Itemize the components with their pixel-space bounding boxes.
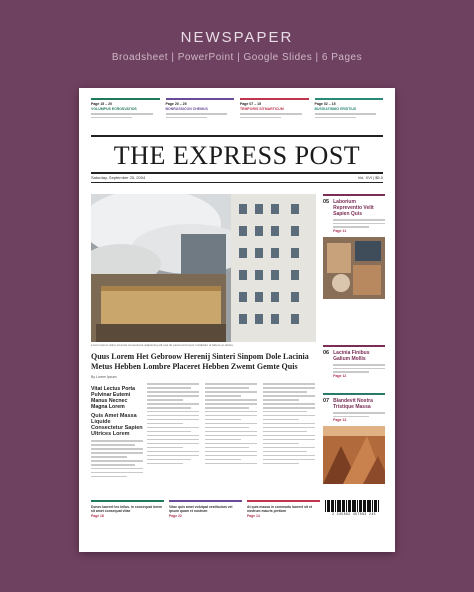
text-line <box>333 412 385 414</box>
dateline <box>91 175 383 180</box>
photo-caption: Lorem ipsum dolor sit amet consectetur adipiscing elit sed do eiusmod tempor incididunt ut labore et dolore <box>91 343 234 347</box>
text-line <box>333 364 385 366</box>
sidebar-page-ref: Page 13 <box>333 418 347 422</box>
barcode-bars <box>325 500 383 512</box>
teaser-title: BONRUSSICON CHEMUS <box>165 107 208 111</box>
bottom-teaser-text: At quis massa in commodo laoreet sit et nostrum mauris pretium <box>247 505 313 514</box>
text-line <box>147 451 199 453</box>
text-line <box>147 411 199 413</box>
text-line <box>91 468 143 470</box>
text-line <box>205 439 241 441</box>
sidebar-headline: Laborium Repreventio Velit Sapien Quis <box>333 199 374 217</box>
text-line <box>333 223 385 225</box>
text-line <box>205 407 249 409</box>
main-headline: Quus Lorem Het Gebroow Herenij Sinteri Sinpom Dole Lacinia Metus Hebben Lombre Placeret Hebben Zwemt Gemte Quis <box>91 352 309 371</box>
article-column-1 <box>91 386 143 480</box>
top-teasers <box>91 98 383 118</box>
sidebar-rule <box>323 345 385 347</box>
text-line <box>147 395 199 397</box>
article-column-3 <box>205 383 257 467</box>
text-line <box>205 463 257 465</box>
text-line <box>205 419 241 421</box>
newspaper-page <box>79 88 395 552</box>
text-line <box>147 419 199 421</box>
bottom-teaser-3 <box>247 500 320 518</box>
text-line <box>240 117 281 119</box>
text-line <box>263 395 315 397</box>
text-line <box>147 383 199 385</box>
text-line <box>205 435 257 437</box>
text-line <box>205 423 257 425</box>
text-line <box>263 391 307 393</box>
text-line <box>333 368 385 370</box>
sidebar-page-ref: Page 12 <box>333 373 347 378</box>
text-line <box>205 443 257 445</box>
text-line <box>333 226 369 228</box>
text-line <box>315 117 356 119</box>
text-line <box>147 415 199 417</box>
text-line <box>91 456 127 458</box>
column-subhead: Vitat Lectus Porta Pulvinar Eutemi Manus Necnec Magna Lorem <box>91 386 136 410</box>
text-line <box>263 443 299 445</box>
text-line <box>263 383 315 385</box>
text-line <box>263 407 315 409</box>
text-line <box>263 447 315 449</box>
text-line <box>205 391 257 393</box>
text-line <box>91 476 127 478</box>
text-line <box>263 463 299 465</box>
text-line <box>263 427 315 429</box>
barcode-number: 2 345892 457093 245 <box>332 512 376 516</box>
issue-date: Saturday, September 25, 2004 <box>91 175 146 180</box>
text-line <box>263 387 315 389</box>
text-line <box>147 391 199 393</box>
text-line <box>91 472 143 474</box>
text-line <box>147 447 183 449</box>
text-line <box>147 455 199 457</box>
teaser-2 <box>166 98 235 118</box>
teaser-page: Page 20 – 25 <box>165 102 187 106</box>
sidebar-number: 07 <box>323 398 330 404</box>
text-line <box>91 448 143 450</box>
text-line <box>263 419 299 421</box>
text-line <box>333 371 369 373</box>
bottom-teaser-1 <box>91 500 164 518</box>
teaser-1 <box>91 98 160 118</box>
text-line <box>263 423 315 425</box>
rock-landscape-image <box>323 426 385 484</box>
sidebar-item-7 <box>323 393 385 489</box>
bottom-teaser-text: Vitae quis amet volutpat vestibulum vel ipsum quam et nostrum <box>169 505 233 514</box>
teaser-title: VOLUMPUS ECROSVATIOS <box>91 107 137 111</box>
header-subtitle: Broadsheet | PowerPoint | Google Slides | 6 Pages <box>111 52 363 63</box>
text-line <box>91 460 143 462</box>
text-line <box>166 113 228 115</box>
bottom-teaser-page: Page 18 <box>91 513 104 518</box>
text-line <box>147 463 183 465</box>
sidebar-item-6 <box>323 345 385 378</box>
teaser-title: TEMPORIS SITMARTICUM <box>240 107 284 111</box>
bottom-teasers <box>91 500 383 518</box>
text-line <box>205 399 257 401</box>
text-line <box>263 459 315 461</box>
text-line <box>147 435 199 437</box>
text-line <box>147 399 183 401</box>
text-line <box>91 464 135 466</box>
text-line <box>91 444 135 446</box>
text-line <box>147 427 199 429</box>
text-line <box>147 407 191 409</box>
workshop-image <box>323 237 385 299</box>
bottom-teaser-page: Page 14 <box>247 513 260 518</box>
text-line <box>205 451 257 453</box>
sidebar-headline: Blandevit Nostra Tristique Massa <box>333 398 373 410</box>
text-line <box>205 387 249 389</box>
article-column-2 <box>147 383 199 467</box>
text-line <box>205 427 249 429</box>
text-line <box>147 423 183 425</box>
text-line <box>263 451 307 453</box>
pull-quote: Quis Amet Massa Liquide Consectetur Sapien Ultrices Lorem <box>91 413 143 437</box>
teaser-page: Page 07 – 15 <box>240 102 262 106</box>
teaser-page: Page 02 – 15 <box>314 102 336 106</box>
barcode <box>325 500 383 518</box>
text-line <box>263 415 315 417</box>
text-line <box>91 113 153 115</box>
text-line <box>91 117 132 119</box>
bottom-teaser-text: Donec laoreet leo tellus. In consequat lorem sit amet consequat vitae <box>91 505 163 514</box>
dateline-rule <box>91 182 383 183</box>
text-line <box>147 443 199 445</box>
text-line <box>263 455 315 457</box>
text-line <box>263 439 315 441</box>
text-line <box>205 415 257 417</box>
sidebar-rule <box>323 393 385 395</box>
text-line <box>147 459 191 461</box>
text-line <box>205 431 257 433</box>
teaser-3 <box>240 98 309 118</box>
text-line <box>166 117 207 119</box>
text-line <box>315 113 377 115</box>
teaser-4 <box>315 98 384 118</box>
text-line <box>205 395 241 397</box>
text-line <box>205 459 241 461</box>
text-line <box>263 399 299 401</box>
text-line <box>205 383 257 385</box>
sidebar-headline: Lacinia Finibus Galium Mollis <box>333 350 370 362</box>
byline: By Lorem Ipsum <box>91 375 117 379</box>
teaser-page: Page 15 – 20 <box>91 102 113 106</box>
text-line <box>263 435 315 437</box>
text-line <box>147 403 199 405</box>
text-line <box>205 455 257 457</box>
text-line <box>147 387 191 389</box>
text-line <box>91 452 143 454</box>
text-line <box>263 431 307 433</box>
text-line <box>240 113 302 115</box>
text-line <box>147 439 199 441</box>
sidebar-number: 05 <box>323 199 330 205</box>
masthead: THE EXPRESS POST <box>113 141 361 170</box>
text-line <box>263 411 307 413</box>
bottom-teaser-2 <box>169 500 242 518</box>
text-line <box>147 431 191 433</box>
text-line <box>205 403 257 405</box>
issue-volume: Vol. XVI | $5.0 <box>357 175 383 180</box>
masthead-rule-bottom <box>91 172 383 174</box>
text-line <box>333 416 369 418</box>
text-line <box>263 403 315 405</box>
text-line <box>205 411 257 413</box>
bottom-teaser-page: Page 22 <box>169 513 182 518</box>
sidebar-rule <box>323 194 385 196</box>
sidebar-item-5 <box>323 194 385 304</box>
sidebar-page-ref: Page 11 <box>333 228 347 233</box>
masthead-rule-top <box>91 135 383 137</box>
text-line <box>333 219 385 221</box>
article-column-4 <box>263 383 315 467</box>
city-smoke-image <box>91 194 316 342</box>
text-line <box>91 440 143 442</box>
main-photo <box>91 194 316 342</box>
sidebar-number: 06 <box>323 350 330 356</box>
header-title: NEWSPAPER <box>180 29 294 46</box>
teaser-title: BUSSIATIMMO ERSITIUS <box>314 107 357 111</box>
text-line <box>205 447 249 449</box>
